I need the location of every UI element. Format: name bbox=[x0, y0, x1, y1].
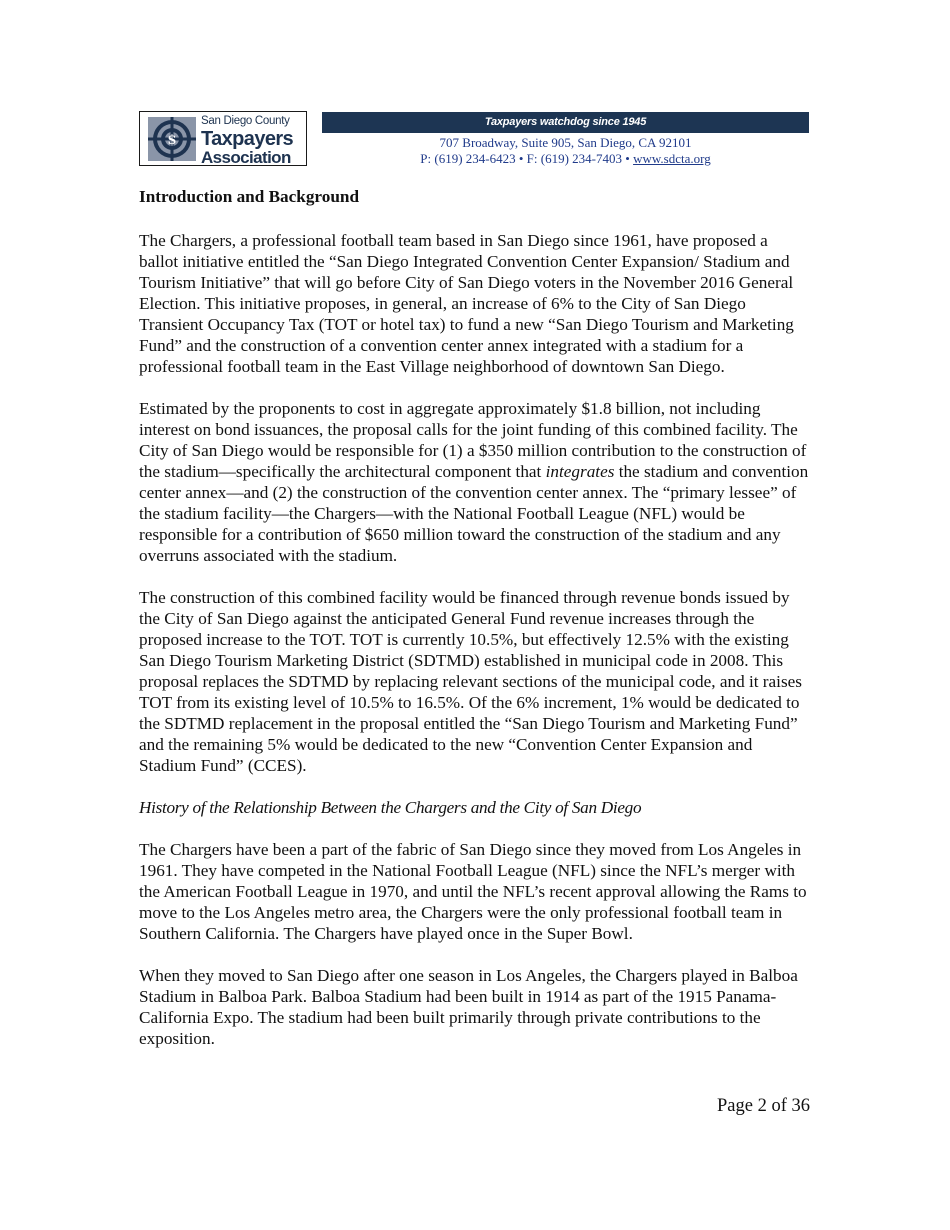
section-title: Introduction and Background bbox=[139, 187, 360, 206]
paragraph-5: When they moved to San Diego after one season in Los Angeles, the Chargers played in Balboa Stadium in Balboa Park. Balboa Stadium had been built in 1914 as part of the 1915 Panama-California Expo. The stadium had been built primarily through private contributions to the exposition. bbox=[139, 966, 798, 1048]
tagline-bar: Taxpayers watchdog since 1945 bbox=[322, 112, 809, 133]
page-number: Page 2 of 36 bbox=[717, 1096, 810, 1116]
paragraph-4: The Chargers have been a part of the fabric of San Diego since they moved from Los Angeles in 1961. They have competed in the National Football League (NFL) since the NFL’s merger with the American Football League in 1970, and until the NFL’s recent approval allowing the Rams to move to the Los Angeles metro area, the Chargers were the only professional football team in Southern California. The Chargers have played once in the Super Bowl. bbox=[139, 840, 807, 943]
logo-line-1: San Diego County bbox=[201, 115, 290, 127]
sdcta-logo bbox=[139, 111, 307, 166]
phone-fax: P: (619) 234-6423 • F: (619) 234-7403 • bbox=[420, 150, 634, 166]
target-emblem-icon bbox=[148, 117, 196, 161]
paragraph-2-emphasis: integrates bbox=[545, 462, 615, 481]
logo-line-2: Taxpayers bbox=[201, 127, 294, 150]
paragraph-3: The construction of this combined facility would be financed through revenue bonds issued by the City of San Diego against the anticipated General Fund revenue increases through the proposed increase to the TOT. TOT is currently 10.5%, but effectively 12.5% with the existing San Diego Tourism Marketing District (SDTMD) established in municipal code in 2008. This proposal replaces the SDTMD by replacing relevant sections of the municipal code, and it raises TOT from its existing level of 10.5% to 16.5%. Of the 6% increment, 1% would be dedicated to the SDTMD replacement in the proposal entitled the “San Diego Tourism and Marketing Fund” and the remaining 5% would be dedicated to the new “Convention Center Expansion and Stadium Fund” (CCES). bbox=[139, 588, 802, 775]
document-body bbox=[139, 185, 811, 1070]
contact-block bbox=[322, 135, 809, 166]
history-subheading: History of the Relationship Between the Chargers and the City of San Diego bbox=[139, 798, 642, 817]
paragraph-2-part-b: the stadium and convention center annex—and (2) the construction of the convention center annex. The “primary lessee” of the stadium facility—the Chargers—with the National Football League (NFL) would be responsible for a contribution of $650 million toward the construction of the stadium and any overruns associated with the stadium. bbox=[139, 462, 809, 565]
letterhead bbox=[139, 111, 809, 168]
svg-text:$: $ bbox=[167, 133, 177, 148]
paragraph-1: The Chargers, a professional football team based in San Diego since 1961, have proposed a ballot initiative entitled the “San Diego Integrated Convention Center Expansion/ Stadium and Tourism Initiative” that will go before City of San Diego voters in the November 2016 General Election. This initiative proposes, in general, an increase of 6% to the City of San Diego Transient Occupancy Tax (TOT or hotel tax) to fund a new “San Diego Tourism and Marketing Fund” and the construction of a convention center annex integrated with a stadium for a professional football team in the East Village neighborhood of downtown San Diego. bbox=[139, 231, 794, 376]
address-line: 707 Broadway, Suite 905, San Diego, CA 92101 bbox=[439, 135, 692, 150]
contact-line bbox=[322, 151, 809, 167]
website-link[interactable]: www.sdcta.org bbox=[633, 150, 711, 166]
paragraph-2 bbox=[139, 398, 811, 566]
logo-line-3: Association bbox=[201, 147, 291, 167]
logo-text bbox=[201, 116, 293, 166]
paragraph-2-part-a: Estimated by the proponents to cost in aggregate approximately $1.8 billion, not including interest on bond issuances, the proposal calls for the joint funding of this combined facility. The City of San Diego would be responsible for (1) a $350 million contribution to the construction of the stadium—specifically the architectural component that bbox=[139, 399, 807, 481]
